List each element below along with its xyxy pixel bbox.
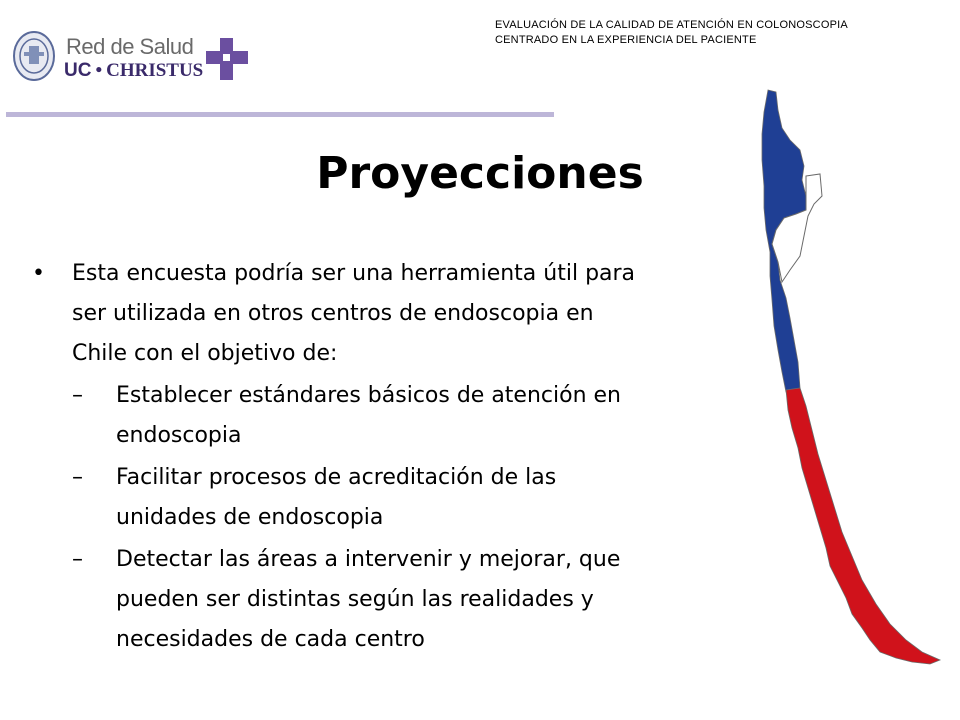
bullet-line: Esta encuesta podría ser una herramienta útil para <box>72 261 636 286</box>
sub-bullet-line: Establecer estándares básicos de atención en <box>116 383 621 408</box>
bullet-marker: • <box>32 261 45 286</box>
sub-bullet-marker: – <box>72 465 83 490</box>
slide-title: Proyecciones <box>316 148 644 199</box>
logo-uc-christus-text <box>64 60 203 82</box>
sub-bullet-line: Detectar las áreas a intervenir y mejorar, que <box>116 547 621 572</box>
logo-red-de-salud-text: Red de Salud <box>66 34 194 59</box>
sub-bullet-item <box>32 458 742 538</box>
header-divider <box>6 112 554 117</box>
logo-christus-text: CHRISTUS <box>106 60 204 81</box>
sub-bullet-line: endoscopia <box>116 423 242 448</box>
red-de-salud-uc-christus-logo <box>8 26 258 88</box>
sub-bullet-item <box>32 540 742 660</box>
logo-separator: • <box>95 60 103 81</box>
sub-bullet-item <box>32 376 742 456</box>
header-line-2: CENTRADO EN LA EXPERIENCIA DEL PACIENTE <box>495 34 757 46</box>
sub-bullet-line: necesidades de cada centro <box>116 627 425 652</box>
presentation-header <box>495 18 848 48</box>
christus-cross-icon <box>204 36 250 82</box>
sub-bullet-marker: – <box>72 547 83 572</box>
university-seal-icon <box>12 30 56 82</box>
header-line-1: EVALUACIÓN DE LA CALIDAD DE ATENCIÓN EN COLONOSCOPIA <box>495 19 848 31</box>
sub-bullet-line: pueden ser distintas según las realidades y <box>116 587 594 612</box>
sub-bullet-line: unidades de endoscopia <box>116 505 384 530</box>
sub-bullet-marker: – <box>72 383 83 408</box>
bullet-line: Chile con el objetivo de: <box>72 341 338 366</box>
map-red-region <box>786 388 940 664</box>
slide-body <box>32 254 742 660</box>
bullet-line: ser utilizada en otros centros de endoscopia en <box>72 301 594 326</box>
sub-bullet-line: Facilitar procesos de acreditación de las <box>116 465 557 490</box>
chile-flag-map-icon <box>736 86 950 706</box>
logo-uc-text: UC <box>64 60 92 81</box>
bullet-item <box>32 254 742 374</box>
